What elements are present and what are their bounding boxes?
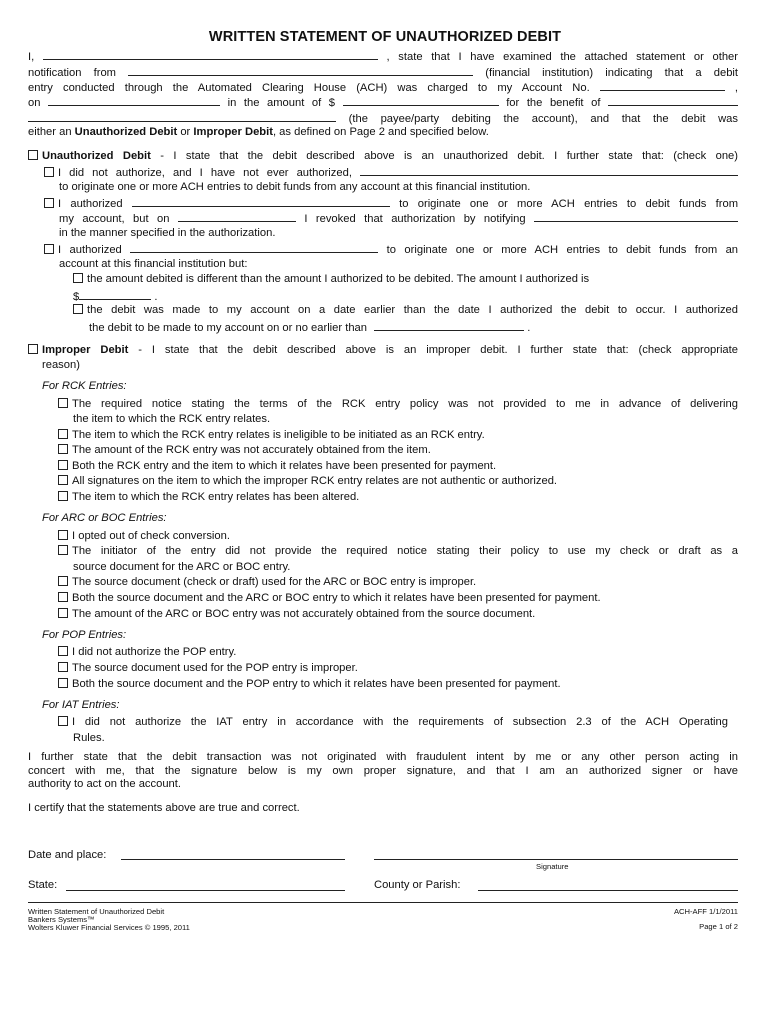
date-place-field[interactable] bbox=[121, 859, 345, 860]
debit-date-field[interactable] bbox=[48, 94, 220, 106]
unauth-option-1-line-2: to originate one or more ACH entries to debit funds from any account at this financial institution. bbox=[59, 181, 531, 193]
footer-form-name: Written Statement of Unauthorized Debit bbox=[28, 907, 165, 916]
arc-option-3: The source document (check or draft) used for the ARC or BOC entry is improper. bbox=[58, 575, 768, 590]
unauthorized-debit-checkbox[interactable] bbox=[28, 150, 38, 160]
intro-line-4: on in the amount of $ for the benefit of bbox=[28, 94, 738, 111]
unauth-sub-option-2-line-2: the debit to be made to my account on or no earlier than . bbox=[89, 319, 738, 336]
footer-divider bbox=[28, 902, 738, 903]
payee-field[interactable] bbox=[28, 110, 336, 122]
arc-improper-source-checkbox[interactable] bbox=[58, 576, 68, 586]
revocation-date-field[interactable] bbox=[178, 210, 296, 222]
did-not-authorize-checkbox[interactable] bbox=[44, 167, 54, 177]
rck-option-1: The required notice stating the terms of the RCK entry policy was not provided to me in advance of delivering bbox=[58, 397, 738, 412]
rck-ineligible-checkbox[interactable] bbox=[58, 429, 68, 439]
rck-option-2: The item to which the RCK entry relates is ineligible to be initiated as an RCK entry. bbox=[58, 428, 768, 443]
footer-form-code: ACH-AFF 1/1/2011 bbox=[673, 907, 738, 916]
different-amount-checkbox[interactable] bbox=[73, 273, 83, 283]
arc-boc-entries-heading: For ARC or BOC Entries: bbox=[42, 512, 167, 524]
state-label: State: bbox=[28, 879, 58, 891]
rck-signatures-checkbox[interactable] bbox=[58, 475, 68, 485]
rck-amount-checkbox[interactable] bbox=[58, 444, 68, 454]
revoked-authorization-checkbox[interactable] bbox=[44, 198, 54, 208]
footer-copyright: Wolters Kluwer Financial Services © 1995, 2011 bbox=[28, 923, 190, 932]
rck-option-3: The amount of the RCK entry was not accurately obtained from the item. bbox=[58, 443, 768, 458]
rck-option-4: Both the RCK entry and the item to which it relates have been presented for payment. bbox=[58, 459, 768, 474]
notified-party-field[interactable] bbox=[534, 210, 738, 222]
rck-option-5: All signatures on the item to which the improper RCK entry relates are not authentic or authorized. bbox=[58, 474, 768, 489]
pop-not-authorized-checkbox[interactable] bbox=[58, 646, 68, 656]
unauth-option-2: I authorized to originate one or more ACH entries to debit funds from bbox=[44, 195, 738, 212]
pop-option-2: The source document used for the POP entry is improper. bbox=[58, 661, 768, 676]
iat-entries-heading: For IAT Entries: bbox=[42, 699, 120, 711]
state-field[interactable] bbox=[66, 890, 345, 891]
did-not-authorize-party-field[interactable] bbox=[360, 164, 738, 176]
unauth-option-1: I did not authorize, and I have not ever authorized, bbox=[44, 164, 738, 181]
pop-option-3: Both the source document and the POP entry to which it relates have been presented for payment. bbox=[58, 677, 768, 692]
arc-option-2-line-2: source document for the ARC or BOC entry. bbox=[73, 561, 291, 573]
rck-both-presented-checkbox[interactable] bbox=[58, 460, 68, 470]
rck-entries-heading: For RCK Entries: bbox=[42, 380, 127, 392]
rck-notice-checkbox[interactable] bbox=[58, 398, 68, 408]
intro-line-5: (the payee/party debiting the account), and that the debit was bbox=[28, 110, 738, 127]
authorized-amount-field[interactable] bbox=[79, 288, 151, 300]
arc-notice-checkbox[interactable] bbox=[58, 545, 68, 555]
intro-line-3: entry conducted through the Automated Clearing House (ACH) was charged to my Account No. , bbox=[28, 79, 738, 96]
unauth-option-3-line-2: account at this financial institution but: bbox=[59, 258, 248, 270]
authorized-party-field[interactable] bbox=[132, 195, 390, 207]
improper-debit-checkbox[interactable] bbox=[28, 344, 38, 354]
unauth-option-2-line-3: in the manner specified in the authorization. bbox=[59, 227, 276, 239]
authorized-but-checkbox[interactable] bbox=[44, 244, 54, 254]
unauth-option-2-line-2: my account, but on I revoked that authorization by notifying bbox=[59, 210, 738, 227]
arc-option-2: The initiator of the entry did not provide the required notice stating their policy to use my check or draft as a bbox=[58, 544, 738, 559]
pop-improper-source-checkbox[interactable] bbox=[58, 662, 68, 672]
arc-both-presented-checkbox[interactable] bbox=[58, 592, 68, 602]
county-parish-label: County or Parish: bbox=[374, 879, 461, 891]
improper-debit-heading: Improper Debit - I state that the debit described above is an improper debit. I further state that: (check appropriate bbox=[28, 343, 738, 358]
arc-amount-checkbox[interactable] bbox=[58, 608, 68, 618]
iat-option-1-line-2: Rules. bbox=[73, 732, 105, 744]
unauth-sub-option-2: the debit was made to my account on a date earlier than the date I authorized the debit to occur. I authorized bbox=[73, 303, 738, 318]
earlier-date-checkbox[interactable] bbox=[73, 304, 83, 314]
authorized-date-field[interactable] bbox=[374, 319, 524, 331]
intro-line-2: notification from (financial institution) indicating that a debit bbox=[28, 64, 738, 81]
authorized-originator-field[interactable] bbox=[130, 241, 378, 253]
pop-both-presented-checkbox[interactable] bbox=[58, 678, 68, 688]
form-title: WRITTEN STATEMENT OF UNAUTHORIZED DEBIT bbox=[208, 29, 562, 45]
financial-institution-field[interactable] bbox=[128, 64, 473, 76]
arc-option-5: The amount of the ARC or BOC entry was not accurately obtained from the source document. bbox=[58, 607, 768, 622]
certification-statement: I certify that the statements above are true and correct. bbox=[28, 802, 300, 814]
signature-field[interactable] bbox=[374, 859, 738, 860]
footer-page-number: Page 1 of 2 bbox=[699, 922, 738, 931]
arc-opted-out-checkbox[interactable] bbox=[58, 530, 68, 540]
arc-option-1: I opted out of check conversion. bbox=[58, 529, 768, 544]
intro-line-1: I, , state that I have examined the attached statement or other bbox=[28, 48, 738, 65]
account-number-field[interactable] bbox=[600, 79, 725, 91]
amount-field[interactable] bbox=[343, 94, 499, 106]
signature-label: Signature bbox=[536, 862, 569, 871]
unauthorized-debit-heading: Unauthorized Debit - I state that the debit described above is an unauthorized debit. I further state that: (check one) bbox=[28, 149, 738, 164]
unauth-sub-option-1-line-2: $ . bbox=[73, 288, 738, 305]
pop-entries-heading: For POP Entries: bbox=[42, 629, 127, 641]
further-statement-line-1: I further state that the debit transaction was not originated with fraudulent intent by me or any other person acting in bbox=[28, 751, 738, 763]
iat-option-1: I did not authorize the IAT entry in accordance with the requirements of subsection 2.3 of the ACH Operating bbox=[58, 715, 728, 730]
intro-line-6: either an Unauthorized Debit or Improper Debit, as defined on Page 2 and specified below. bbox=[28, 126, 489, 138]
unauth-option-3: I authorized to originate one or more ACH entries to debit funds from an bbox=[44, 241, 738, 258]
date-place-label: Date and place: bbox=[28, 849, 107, 861]
name-field[interactable] bbox=[43, 48, 378, 60]
further-statement-line-3: authority to act on the account. bbox=[28, 778, 181, 790]
unauth-sub-option-1: the amount debited is different than the amount I authorized to be debited. The amount I authorized is bbox=[73, 272, 738, 287]
rck-altered-checkbox[interactable] bbox=[58, 491, 68, 501]
arc-option-4: Both the source document and the ARC or BOC entry to which it relates have been presented for payment. bbox=[58, 591, 768, 606]
beneficiary-field[interactable] bbox=[608, 94, 738, 106]
county-parish-field[interactable] bbox=[478, 890, 738, 891]
iat-not-authorized-checkbox[interactable] bbox=[58, 716, 68, 726]
further-statement-line-2: concert with me, that the signature below is my own proper signature, and that I am an authorized signer or have bbox=[28, 765, 738, 777]
pop-option-1: I did not authorize the POP entry. bbox=[58, 645, 768, 660]
rck-option-1-line-2: the item to which the RCK entry relates. bbox=[73, 413, 271, 425]
footer-publisher: Bankers Systems™ bbox=[28, 915, 95, 924]
rck-option-6: The item to which the RCK entry relates has been altered. bbox=[58, 490, 768, 505]
improper-debit-heading-line-2: reason) bbox=[42, 359, 80, 371]
